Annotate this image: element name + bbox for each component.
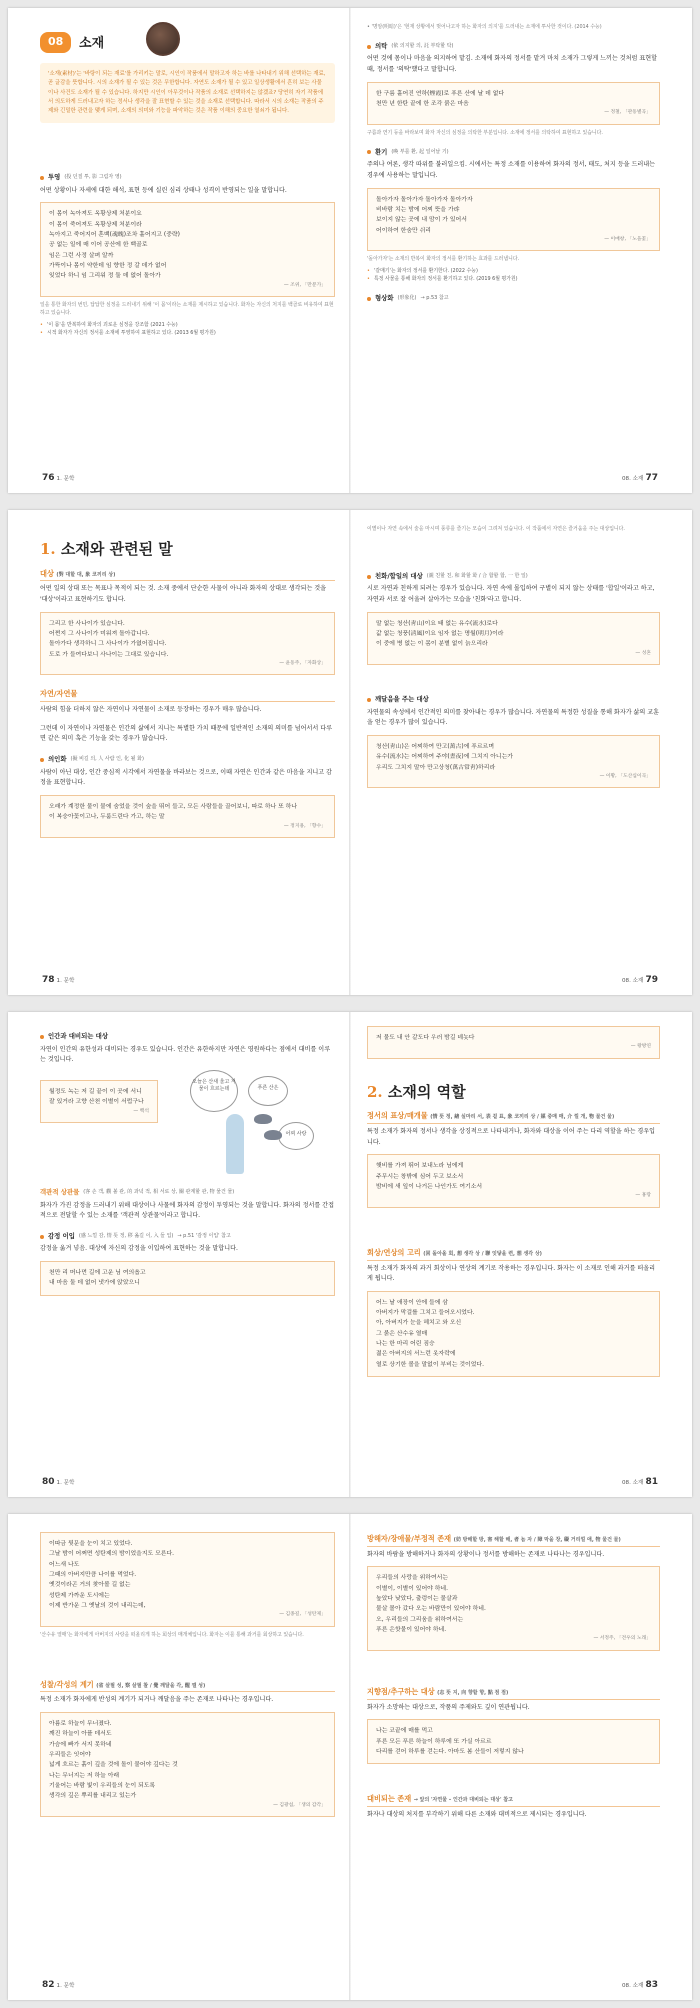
term-title: 객관적 상관물 bbox=[40, 1187, 80, 1196]
poem-line: 그때의 아버지만큼 나이를 먹었다. bbox=[49, 1571, 137, 1578]
poem-quote bbox=[40, 612, 335, 676]
exam-example: • '이 몸'을 반복하여 화자의 괴로운 심정을 강조함 (2021 수능) bbox=[40, 322, 335, 330]
term-gloss: (親 친할 친, 和 화할 화 / 合 합할 합, 一 한 일) bbox=[426, 572, 528, 579]
poem-quote bbox=[367, 188, 660, 252]
explanation-note: 구름과 연기 등을 바라보며 화자 자신의 심정을 의탁한 부분입니다. 소재에 정서를 의탁하여 표현하고 있습니다. bbox=[367, 129, 603, 136]
subheading bbox=[367, 1111, 660, 1124]
mascot-illustration bbox=[146, 22, 180, 56]
term-body: 어떤 상황이나 자세에 대한 해석, 표현 등에 실린 심리 상태나 성격이 반영되는 일을 말합니다. bbox=[40, 186, 287, 194]
term-heading bbox=[40, 755, 335, 765]
chapter-label: 08. 소재 bbox=[621, 475, 644, 482]
person-figure-illustration bbox=[226, 1114, 244, 1174]
explanation-note: 일을 통한 화자의 번민, 답답한 심정을 드러내기 위해 '이 몸'이라는 소재를 제시하고 있습니다. 화자는 자신의 처지를 백골로 비유하여 표현하고 있습니다. bbox=[40, 302, 334, 316]
subheading-text: 대상 bbox=[40, 568, 54, 578]
body-text: 특정 소재가 화자의 정서나 생각을 상징적으로 나타내거나, 화자와 대상을 이어 주는 다리 역할을 하는 경우입니다. bbox=[367, 1128, 656, 1146]
poem-line: 어느새 나도 bbox=[49, 1561, 80, 1568]
poem-source: — 김광섭, 「생의 감각」 bbox=[273, 1802, 326, 1808]
poem-line: 나는 한 마리 어린 짐승 bbox=[376, 1341, 435, 1348]
poem-line: 나는 무너지는 저 하늘 아래 bbox=[49, 1772, 120, 1779]
page-number: 77 bbox=[645, 472, 658, 483]
subheading-gloss: (省 살필 성, 察 살필 찰 / 覺 깨달을 각, 醒 깰 성) bbox=[96, 1682, 206, 1689]
exam-example: • '갈매기'는 화자의 정서를 환기한다. (2022 수능) bbox=[367, 268, 660, 276]
poem-source: — 이황, 「도산십이곡」 bbox=[599, 774, 651, 780]
term-gloss: (投 던질 투, 影 그림자 영) bbox=[64, 174, 122, 181]
page-77 bbox=[351, 8, 692, 493]
poem-line: 가슴에 빠가 서지 못하네 bbox=[49, 1741, 112, 1748]
poem-quote bbox=[40, 1532, 335, 1627]
subheading bbox=[367, 1687, 660, 1700]
term-heading bbox=[367, 148, 660, 158]
poem-source: — 성혼 bbox=[635, 650, 651, 656]
poem-line: 돌아가자 돌아가자 돌아가자 돌아가자 bbox=[376, 196, 473, 203]
term-heading bbox=[367, 294, 660, 304]
chapter-label: 1. 문학 bbox=[56, 475, 75, 482]
subheading-gloss: (情 뜻 정, 緖 실마리 서, 表 겉 표, 象 코끼리 상 / 媒 중매 매, 介 낄 개, 物 물건 물) bbox=[430, 1114, 615, 1121]
term-title: 깨달음을 주는 대상 bbox=[375, 695, 429, 704]
term-gloss: (客 손 객, 觀 볼 관, 的 과녁 적, 相 서로 상, 關 관계할 관, 物 물건 물) bbox=[83, 1188, 235, 1195]
term-title: 형상화 bbox=[375, 293, 394, 302]
page-footer bbox=[40, 1476, 74, 1490]
term-gloss: (感 느낄 감, 情 뜻 정, 移 옮길 이, 入 들 입) bbox=[78, 1232, 174, 1239]
poem-line: 어느 날 애장이 안에 들에 삼 bbox=[376, 1299, 448, 1306]
bullet-icon bbox=[40, 1035, 44, 1039]
exam-examples bbox=[367, 268, 660, 284]
term-title: 환기 bbox=[375, 147, 388, 156]
body-text: 사람의 힘을 더하지 않은 자연이나 자연물이 소재로 등장하는 경우가 매우 많습니다. bbox=[40, 706, 262, 714]
poem-line: 푸른 은핫물이 있어야 하네. bbox=[376, 1627, 447, 1634]
chapter-label: 1. 문학 bbox=[56, 1479, 75, 1486]
exam-example: • 시적 화자가 자신의 정서를 소재에 투영하여 표현하고 있다. (2013 6월 평가원) bbox=[40, 330, 335, 338]
poem-quote bbox=[367, 1719, 660, 1764]
poem-line: 이별이, 이별이 있어야 하네. bbox=[376, 1585, 448, 1592]
page-number: 83 bbox=[645, 1979, 658, 1990]
poem-quote bbox=[367, 1154, 660, 1207]
poem-quote bbox=[40, 202, 335, 297]
exam-examples bbox=[40, 322, 335, 338]
poem-line: 오래가 계정한 물이 물에 숨었을 것이 숲을 뛰어 들고, 모든 사람들을 끌어보니, 따로 하나 또 하나 bbox=[49, 804, 298, 810]
poem-line: 이 몸이 녹아져도 옥황상제 처분이요 bbox=[49, 211, 142, 218]
poem-line: 어쩐지 그 사나이가 미워져 돌아갑니다. bbox=[49, 630, 150, 637]
bullet-icon bbox=[367, 45, 371, 49]
poem-line: 가뜩이나 몸이 약한데 임 향한 정 갈 데가 없어 bbox=[49, 263, 167, 270]
section-title bbox=[367, 1081, 660, 1104]
subheading-gloss: (志 뜻 지, 向 향할 향, 點 점 점) bbox=[437, 1689, 509, 1696]
poem-line: 생각의 깊은 뿌리를 내리고 있는가 bbox=[49, 1793, 137, 1800]
poem-line: 그날 밤이 어쩌면 성탄제의 밤이었을지도 모른다. bbox=[49, 1551, 175, 1558]
poem-line: 공 없는 일에 매 이어 공산에 한 백골로 bbox=[49, 242, 148, 249]
poem-source: — 서정주, 「견우의 노래」 bbox=[593, 1636, 651, 1642]
poem-quote bbox=[367, 735, 660, 788]
poem-quote bbox=[40, 795, 335, 838]
section-number: 1. bbox=[40, 540, 56, 558]
poem-line: 천만 리 머나먼 길에 고운 님 여의옵고 bbox=[49, 1270, 146, 1277]
term-body: 주의나 여론, 생각 따위를 불러일으킴. 시에서는 특정 소재를 이용하여 화자의 정서, 태도, 처지 등을 드러내는 경우에 사용하는 말입니다. bbox=[367, 161, 655, 179]
body-text: 화자가 소망하는 대상으로, 작품의 주제와도 깊이 연관됩니다. bbox=[367, 1703, 530, 1711]
subheading-text: 정서의 표상/매개물 bbox=[367, 1111, 428, 1121]
explanation-note: '산수유 열매'는 화자에게 아버지의 사랑을 떠올리게 하는 회상의 매개체입니다. 화자는 이를 통해 과거를 회상하고 있습니다. bbox=[40, 1631, 304, 1638]
body-text: 시로 자연과 친하게 되려는 경우가 있습니다. 자연 속에 몰입하여 구별이 되지 않는 상태를 '합일'이라고 하고, 자연과 서로 잘 어울려 살아가는 모습을 '친화'라고 합니다. bbox=[367, 585, 655, 604]
subheading bbox=[367, 1534, 660, 1547]
poem-source: — 홍랑 bbox=[635, 1193, 651, 1199]
page-83 bbox=[351, 1514, 692, 2000]
term-title: 감정 이입 bbox=[48, 1231, 75, 1240]
poem-source: — 정지용, 「향수」 bbox=[283, 823, 326, 829]
page-footer bbox=[622, 974, 660, 988]
term-title: 투영 bbox=[48, 173, 61, 182]
page-footer bbox=[40, 472, 74, 486]
poem-quote bbox=[367, 1026, 660, 1059]
subheading-text: 성찰/각성의 계기 bbox=[40, 1679, 94, 1689]
body-text: 자연이 인간의 유한성과 대비되는 경우도 있습니다. 인간은 유한하지만 자연은 영원하다는 점에서 대비를 이루는 것입니다. bbox=[40, 1045, 331, 1064]
page-footer bbox=[40, 974, 74, 988]
chapter-heading bbox=[40, 32, 335, 53]
poem-line: 유수(流水)는 어찌하여 주야(晝夜)에 그치지 아니는가 bbox=[376, 754, 513, 761]
term-body: 어떤 것에 몸이나 마음을 의지하여 맡김. 소재에 화자의 정서를 맡겨 마치 소재가 그렇게 느끼는 것처럼 표현할 때, 정서를 '의탁'했다고 말합니다. bbox=[367, 55, 658, 74]
term-heading bbox=[367, 572, 660, 582]
term-gloss: (喚 부를 환, 起 일어날 기) bbox=[391, 148, 449, 155]
body-text: 화자나 대상의 처지를 부각하기 위해 다른 소재와 대비적으로 제시되는 경우입니다. bbox=[367, 1811, 587, 1819]
poem-line: 젊은 아버지의 서느런 옷자락에 bbox=[376, 1351, 456, 1358]
poem-line: 아름로 하늘이 무너졌다. bbox=[49, 1720, 112, 1727]
term-title: 의탁 bbox=[375, 41, 388, 50]
term-gloss: (形象化) bbox=[397, 294, 417, 301]
poem-line: 돌아가다 생각하니 그 사나이가 가엾어집니다. bbox=[49, 641, 167, 648]
poem-source: — 백석 bbox=[133, 1108, 149, 1114]
poem-line: 우리들의 사랑을 위하여서는 bbox=[376, 1575, 449, 1582]
page-76 bbox=[8, 8, 349, 493]
page-number: 82 bbox=[42, 1979, 55, 1990]
spread-1 bbox=[8, 8, 692, 493]
chapter-label: 1. 문학 bbox=[56, 977, 75, 984]
section-title-text: 소재의 역할 bbox=[387, 1082, 466, 1101]
poem-line: 주무시는 창밖에 심어 두고 보소서 bbox=[376, 1173, 464, 1180]
poem-source: — 윤동주, 「자화상」 bbox=[279, 660, 326, 666]
poem-line: 저 물도 내 안 같도다 우러 밤길 녜놋다 bbox=[376, 1035, 475, 1041]
subheading-gloss: (對 대할 대, 象 코끼리 상) bbox=[56, 571, 116, 578]
term-heading bbox=[40, 173, 335, 183]
poem-line: 오, 우리들의 그리움을 위하여서는 bbox=[376, 1616, 464, 1623]
body-text: 자연물의 속성에서 인간적인 의미를 찾아내는 경우가 많습니다. 자연물의 특정한 성질을 통해 화자가 삶의 교훈을 얻는 경우가 많이 있습니다. bbox=[367, 708, 660, 727]
section-number: 2. bbox=[367, 1082, 383, 1101]
poem-line: 이따금 뒷문을 눈이 치고 있었다. bbox=[49, 1541, 133, 1547]
subheading bbox=[367, 1794, 660, 1807]
page-79 bbox=[351, 510, 692, 995]
poem-line: 그리고 한 사나이가 있습니다. bbox=[49, 620, 125, 627]
chapter-label: 08. 소재 bbox=[621, 1479, 644, 1486]
poem-line: 이제 반가운 그 옛날의 것이 내리는데, bbox=[49, 1602, 146, 1609]
poem-line: 아, 아버지가 눈을 헤치고 와 오신 bbox=[376, 1320, 462, 1327]
poem-line: 그 붉은 산수유 열매 bbox=[376, 1330, 428, 1337]
poem-line: 깨진 하늘이 아플 데서도 bbox=[49, 1731, 112, 1738]
page-footer bbox=[622, 1476, 660, 1490]
subheading-text: 대비되는 존재 bbox=[367, 1794, 412, 1804]
poem-line: 이 중에 병 없는 이 몸이 분별 없이 늙으리라 bbox=[376, 641, 488, 648]
poem-line: 옛것이라곤 거의 찾아볼 길 없는 bbox=[49, 1582, 131, 1589]
section-title bbox=[40, 538, 335, 561]
term-title: 의인화 bbox=[48, 755, 67, 764]
term-heading bbox=[367, 695, 660, 705]
subheading-gloss: (妨 방해할 방, 害 해할 해, 者 놈 자 / 障 막을 장, 礙 거리낄 애, 物 물건 물) bbox=[453, 1537, 621, 1543]
term-title: 친화/합일의 대상 bbox=[375, 571, 423, 580]
poem-line: 어이하여 한숨만 쉬리 bbox=[376, 227, 431, 234]
page-footer bbox=[622, 1979, 660, 1993]
subheading-text: 지향점/추구하는 대상 bbox=[367, 1686, 435, 1696]
poem-line: 밤비에 새 잎이 나거든 나인가도 여기소서 bbox=[376, 1183, 483, 1190]
term-heading bbox=[40, 1232, 335, 1242]
term-heading bbox=[40, 1188, 335, 1198]
poem-line: 값 없는 청풍(淸風)이요 임자 없는 명월(明月)이라 bbox=[376, 631, 504, 638]
poem-source: — 왕방연 bbox=[630, 1044, 651, 1050]
subheading-gloss: (回 돌아올 회, 想 생각 상 / 聯 잇닿을 련, 想 생각 상) bbox=[423, 1250, 542, 1257]
term-gloss: (擬 비길 의, 人 사람 인, 化 될 화) bbox=[70, 756, 144, 763]
poem-line: 임은 그런 사정 살펴 알까 bbox=[49, 252, 114, 259]
page-number: 79 bbox=[645, 974, 658, 985]
chapter-label: 1. 문학 bbox=[56, 1982, 75, 1989]
poem-line: 높았다 낮았다, 출렁이는 물살과 bbox=[376, 1596, 458, 1603]
body-text: 그런데 이 자연이나 자연물은 인간의 삶에서 지니는 특별한 가치 때문에 일반적인 소재의 의미를 넘어서서 다루면 같은 의미 혹은 기능을 갖는 경우가 많습니다. bbox=[40, 724, 333, 743]
bullet-icon bbox=[367, 297, 371, 301]
intro-box: '소재(素材)'는 '바탕이 되는 재료'를 가리키는 말로, 시인이 작품에서 말하고자 하는 바를 나타내기 위해 선택하는 재료, 곧 글감을 뜻합니다. 시의 소재가 될 수 있는 것은 무한합니다. 자연도 소재가 될 수 있고 일상생활에서 흔히 보는 사물이나 사건도 소재가 될 수 있습니다. 하지만 시인이 아무것이나 작품의 소재로 선택하지는 않겠죠? 당연히 자기 작품에서 의도하게 드러내고자 하는 정서나 생각을 잘 표현할 수 있는 것을 소재로 선택합니다. 따라서 시의 소재는 작품의 주제와 긴밀한 관련을 맺게 되며, 소재의 의미와 기능을 파악하는 것은 작품 이해의 중요한 열쇠가 됩니다. bbox=[40, 63, 335, 123]
poem-line: 아버지가 막걸를 그치고 들어오시었다. bbox=[376, 1310, 475, 1317]
subheading: 자연/자연물 bbox=[40, 689, 335, 702]
poem-quote bbox=[367, 612, 660, 665]
body-text: 화자의 바람을 방해하거나 화자의 상황이나 정서를 방해하는 존재로 나타나는 경우입니다. bbox=[367, 1550, 605, 1558]
body-text: 특정 소재가 화자에게 반성의 계기가 되거나 깨달음을 주는 존재로 나타나는 경우입니다. bbox=[40, 1696, 274, 1704]
poem-quote bbox=[40, 1261, 335, 1296]
explanation-note: '돌아가자'는 소재의 반복이 화자의 정서를 환기하는 효과를 드러냅니다. bbox=[367, 256, 520, 263]
poem-line: 비바람 치는 밤에 어찌 뜻을 가랴 bbox=[376, 206, 460, 213]
poem-line: 월정도 녹는 저 길 끝이 이 곳에 서니 bbox=[49, 1088, 142, 1095]
poem-line: 나는 코끝에 매를 먹고 bbox=[376, 1728, 433, 1735]
speech-bubble: 오늘은 산새 울고 저 물이 흐르는데 bbox=[190, 1070, 238, 1112]
section-title-text: 소재와 관련된 말 bbox=[60, 540, 173, 558]
poem-quote bbox=[40, 1080, 158, 1123]
poem-line: 잊었다 하니 임 그리워 정 둘 데 없어 돌아가 bbox=[49, 273, 161, 280]
page-footer bbox=[622, 472, 660, 486]
body-text: 사람이 아닌 대상, 인간 중심적 시각에서 자연물을 바라보는 것으로, 이때 자연은 인간과 같은 마음을 지니고 감정을 표현합니다. bbox=[40, 768, 332, 787]
subheading bbox=[40, 1680, 335, 1693]
top-note: • '명암(明暗)'은 '현재 상황에서 벗어나고자 하는 화자의 의지'를 드러내는 소재에 투사한 것이다. (2014 수능) bbox=[367, 24, 602, 30]
poem-source: — 김종길, 「성탄제」 bbox=[279, 1612, 326, 1618]
spread-4 bbox=[8, 1514, 692, 2000]
poem-line: 내 마음 둘 데 없어 냇가에 앉았으니 bbox=[49, 1280, 140, 1287]
spread-2 bbox=[8, 510, 692, 995]
poem-line: 성탄제 가까운 도시에는 bbox=[49, 1592, 110, 1599]
body-text: 감정을 옮겨 넣음. 대상에 자신의 감정을 이입하여 표현하는 것을 말합니다. bbox=[40, 1245, 238, 1253]
page-number: 81 bbox=[645, 1476, 658, 1487]
poem-line: 녹아지고 죽어지어 혼백(魂魄)조차 흩어지고 (중략) bbox=[49, 232, 180, 239]
page-81 bbox=[351, 1012, 692, 1497]
bullet-icon bbox=[40, 176, 44, 180]
poem-line: 우리도 그치지 말아 만고상청(萬古常靑)하리라 bbox=[376, 764, 496, 771]
term-heading bbox=[367, 42, 660, 52]
top-note: 이별이나 자연 속에서 술을 마시며 풍류를 즐기는 모습이 그려져 있습니다. 이 작품에서 자연은 즐거움을 주는 대상입니다. bbox=[367, 526, 625, 532]
body-text: 특정 소재가 화자의 과거 회상이나 연상의 계기로 작용하는 경우입니다. 화자는 이 소재로 인해 과거를 떠올리게 됩니다. bbox=[367, 1264, 656, 1283]
bird-icon bbox=[254, 1114, 272, 1124]
bullet-icon bbox=[40, 1235, 44, 1239]
cross-reference: → p.53 참고 bbox=[420, 294, 449, 301]
chapter-title: 소재 bbox=[79, 35, 105, 51]
poem-line: 다리를 걷어 하루를 걷는다. 아마도 봄 산들이 저렇지 않나 bbox=[376, 1748, 524, 1755]
page-footer bbox=[40, 1979, 74, 1993]
poem-line: 햇비를 가져 뛰어 보내노라 님에게 bbox=[376, 1163, 464, 1170]
bullet-icon bbox=[367, 150, 371, 154]
chapter-label: 08. 소재 bbox=[621, 977, 644, 984]
poem-line: 보이지 않는 곳에 내 맘이 가 있어서 bbox=[376, 217, 467, 224]
poem-line: 열로 상기한 볼을 말없이 부비는 것이었다. bbox=[376, 1361, 484, 1368]
poem-quote bbox=[367, 82, 660, 125]
term-heading bbox=[40, 1032, 335, 1042]
page-82 bbox=[8, 1514, 349, 2000]
subheading-text: 회상/연상의 고리 bbox=[367, 1247, 421, 1257]
poem-line: 천만 년 한탄 끝에 한 조각 붉은 마음 bbox=[376, 101, 469, 108]
poem-line: 물살 몰아 갔다 오는 바람만이 있어야 하네. bbox=[376, 1606, 486, 1613]
poem-line: 이 복숭아꽃이고나, 두룸드린다 가고, 하는 말 bbox=[49, 814, 165, 821]
page-80 bbox=[8, 1012, 349, 1497]
poem-line: 잘 있거라 고향 산천 이별이 서럽구나 bbox=[49, 1099, 144, 1106]
body-text: 어떤 일의 상대 또는 목표나 목적이 되는 것. 소재 중에서 단순한 사물이 아니라 화자의 상대로 생각되는 것을 '대상'이라고 표현하기도 합니다. bbox=[40, 585, 327, 603]
chapter-number-chip: 08 bbox=[40, 32, 71, 53]
poem-line: 이 몸이 죽어져도 옥황상제 처분이라 bbox=[49, 221, 142, 228]
poem-line: 우리들은 잇어야 bbox=[49, 1751, 91, 1758]
cross-reference: → p.51 '감정 이입' 참고 bbox=[177, 1232, 231, 1239]
cross-reference: → 앞의 '자연물 – 인간과 대비되는 대상' 참고 bbox=[413, 1797, 513, 1804]
poem-line: 한 구름 흩어진 연하(煙霞)로 푸른 산에 날 데 없다 bbox=[376, 90, 505, 97]
bullet-icon bbox=[367, 698, 371, 702]
term-gloss: (依 의지할 의, 託 부탁할 탁) bbox=[391, 42, 454, 49]
poem-line: 청산(靑山)은 어찌하여 만고(萬古)에 푸르르며 bbox=[376, 744, 495, 751]
poem-source: — 조위, 「만분가」 bbox=[283, 282, 326, 288]
body-text: 화자가 가진 감정을 드러내기 위해 대상이나 사물에 화자의 감정이 투영되는 것을 말합니다. 화자의 정서를 간접적으로 전달할 수 있는 소재를 '객관적 상관물'이라고 합니다. bbox=[40, 1201, 334, 1220]
chapter-label: 08. 소재 bbox=[621, 1982, 644, 1989]
term-title: 인간과 대비되는 대상 bbox=[48, 1032, 109, 1040]
subheading-text: 방해자/장애물/부정적 존재 bbox=[367, 1534, 452, 1543]
speech-bubble: 푸른 산은 bbox=[248, 1076, 288, 1106]
bullet-icon bbox=[40, 758, 44, 762]
poem-source: — 정철, 「관동별곡」 bbox=[604, 110, 651, 116]
poem-line: 기울어는 바람 빛이 우리들의 눈이 되도록 bbox=[49, 1782, 156, 1789]
poem-quote bbox=[367, 1291, 660, 1377]
bullet-icon bbox=[367, 575, 371, 579]
poem-line: 넓게 흐르는 흙이 깊을 것에 돌이 물어야 깊다는 것 bbox=[49, 1762, 178, 1769]
page-number: 80 bbox=[42, 1476, 55, 1487]
subheading bbox=[40, 569, 335, 582]
poem-quote bbox=[40, 1712, 335, 1817]
illustration bbox=[40, 1070, 335, 1178]
poem-line: 도로 가 들여다보니 사나이는 그대로 있습니다. bbox=[49, 651, 169, 658]
poem-line: 말 없는 청산(靑山)이요 태 없는 유수(流水)로다 bbox=[376, 620, 498, 627]
page-78 bbox=[8, 510, 349, 995]
exam-example: • 특정 사물을 통해 화자의 정서를 환기하고 있다. (2019 6월 평가원) bbox=[367, 276, 660, 284]
page-number: 78 bbox=[42, 974, 55, 985]
speech-bubble: 어찌 사랑 bbox=[278, 1122, 314, 1150]
poem-quote bbox=[367, 1566, 660, 1650]
spread-3 bbox=[8, 1012, 692, 1497]
poem-line: 푸른 모든 푸른 하늘이 하루에 또 가실 아르르 bbox=[376, 1738, 492, 1745]
page-number: 76 bbox=[42, 472, 55, 483]
poem-source: — 이매창, 「노을꽃」 bbox=[604, 236, 651, 242]
subheading bbox=[367, 1248, 660, 1261]
bird-icon bbox=[264, 1130, 282, 1140]
